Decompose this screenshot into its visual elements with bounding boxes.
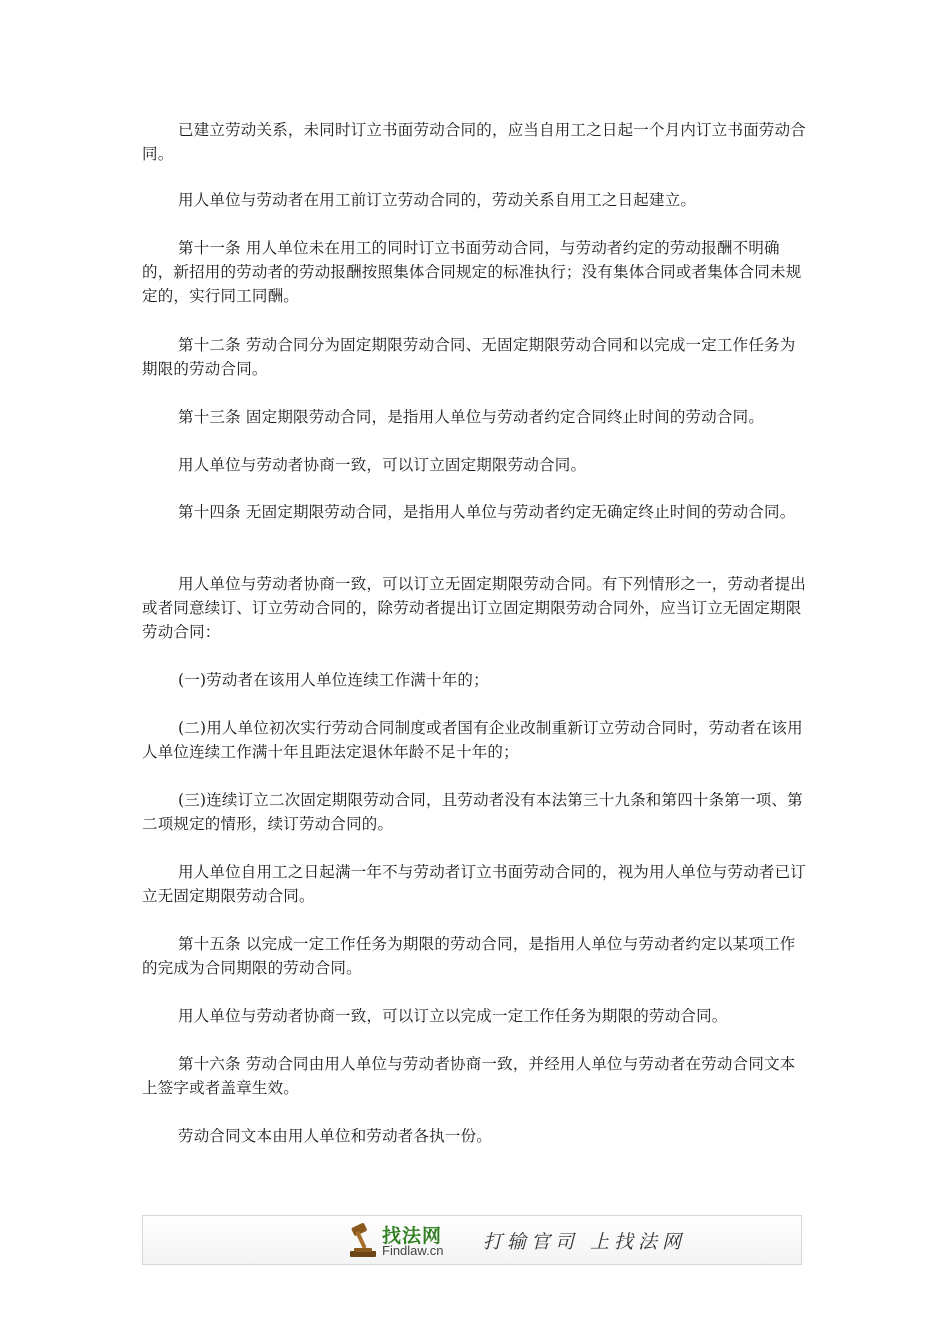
- paragraph: (三)连续订立二次固定期限劳动合同，且劳动者没有本法第三十九条和第四十条第一项、第二项规定的情形，续订劳动合同的。: [142, 791, 803, 833]
- paragraph: (一)劳动者在该用人单位连续工作满十年的；: [178, 671, 489, 689]
- paragraph: 已建立劳动关系，未同时订立书面劳动合同的，应当自用工之日起一个月内订立书面劳动合同。: [142, 121, 807, 163]
- slogan: 打输官司 上找法网: [483, 1231, 687, 1253]
- logo-english-text: Findlaw.cn: [382, 1243, 444, 1258]
- paragraph: 第十二条 劳动合同分为固定期限劳动合同、无固定期限劳动合同和以完成一定工作任务为期限的劳动合同。: [142, 336, 796, 378]
- paragraph: 第十一条 用人单位未在用工的同时订立书面劳动合同，与劳动者约定的劳动报酬不明确的，新招用的劳动者的劳动报酬按照集体合同规定的标准执行；没有集体合同或者集体合同未规定的，实行同工同酬。: [142, 239, 802, 305]
- footer-banner[interactable]: [142, 1215, 802, 1265]
- paragraph: 劳动合同文本由用人单位和劳动者各执一份。: [178, 1127, 493, 1145]
- gavel-icon: [348, 1223, 380, 1259]
- paragraph: 用人单位与劳动者协商一致，可以订立以完成一定工作任务为期限的劳动合同。: [178, 1007, 728, 1025]
- paragraph: 用人单位与劳动者协商一致，可以订立固定期限劳动合同。: [178, 456, 587, 474]
- findlaw-logo[interactable]: [348, 1221, 483, 1261]
- paragraph: 用人单位自用工之日起满一年不与劳动者订立书面劳动合同的，视为用人单位与劳动者已订立无固定期限劳动合同。: [142, 863, 807, 905]
- paragraph: 用人单位与劳动者在用工前订立劳动合同的，劳动关系自用工之日起建立。: [178, 191, 697, 209]
- paragraph: 第十五条 以完成一定工作任务为期限的劳动合同，是指用人单位与劳动者约定以某项工作的完成为合同期限的劳动合同。: [142, 935, 796, 977]
- paragraph: 第十四条 无固定期限劳动合同，是指用人单位与劳动者约定无确定终止时间的劳动合同。: [178, 503, 796, 521]
- paragraph: 第十三条 固定期限劳动合同，是指用人单位与劳动者约定合同终止时间的劳动合同。: [178, 408, 765, 426]
- logo-chinese-text: 找法网: [382, 1225, 443, 1247]
- paragraph: (二)用人单位初次实行劳动合同制度或者国有企业改制重新订立劳动合同时，劳动者在该用人单位连续工作满十年且距法定退休年龄不足十年的；: [142, 719, 803, 761]
- paragraph: 用人单位与劳动者协商一致，可以订立无固定期限劳动合同。有下列情形之一，劳动者提出或者同意续订、订立劳动合同的，除劳动者提出订立固定期限劳动合同外，应当订立无固定期限劳动合同：: [142, 575, 807, 641]
- paragraph: 第十六条 劳动合同由用人单位与劳动者协商一致，并经用人单位与劳动者在劳动合同文本上签字或者盖章生效。: [142, 1055, 796, 1097]
